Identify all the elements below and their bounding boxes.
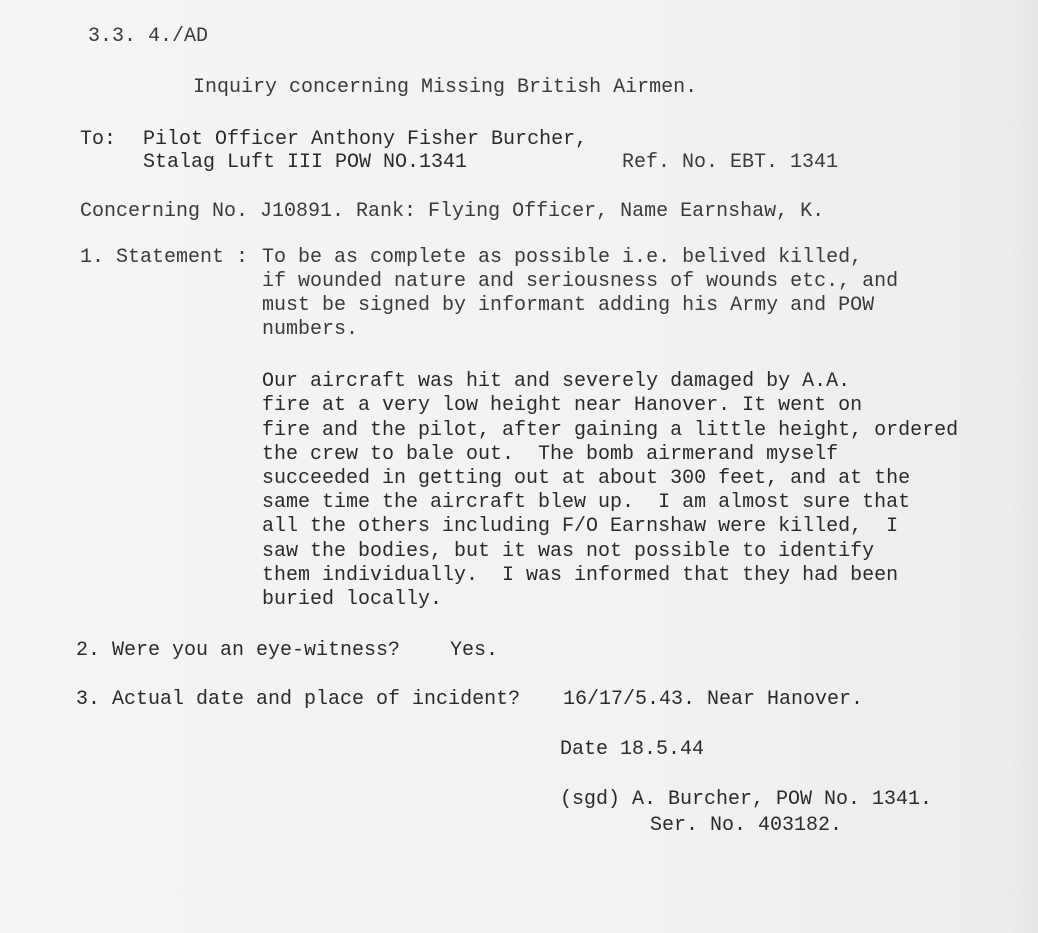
statement-line: succeeded in getting out at about 300 feet, and at the	[262, 467, 911, 490]
to-label: To:	[80, 128, 117, 151]
recipient-name: Pilot Officer Anthony Fisher Burcher,	[143, 128, 588, 151]
item1-label: 1. Statement :	[80, 246, 249, 269]
instruction-line: To be as complete as possible i.e. belived killed,	[262, 246, 863, 269]
item2-answer: Yes.	[450, 639, 499, 662]
item2-question: 2. Were you an eye-witness?	[76, 639, 401, 662]
concerning-line: Concerning No. J10891. Rank: Flying Officer, Name Earnshaw, K.	[80, 200, 825, 223]
statement-line: fire and the pilot, after gaining a little height, ordered	[262, 419, 959, 442]
statement-line: Our aircraft was hit and severely damaged by A.A.	[262, 370, 851, 393]
item3-question: 3. Actual date and place of incident?	[76, 688, 521, 711]
instruction-line: numbers.	[262, 318, 359, 341]
statement-line: same time the aircraft blew up. I am almost sure that	[262, 491, 911, 514]
statement-line: them individually. I was informed that they had been	[262, 564, 899, 587]
instruction-line: if wounded nature and seriousness of wounds etc., and	[262, 270, 899, 293]
document-date: Date 18.5.44	[560, 738, 705, 761]
signature-line: (sgd) A. Burcher, POW No. 1341.	[560, 788, 933, 811]
item3-answer: 16/17/5.43. Near Hanover.	[563, 688, 864, 711]
document-reference: 3.3. 4./AD	[88, 25, 209, 48]
service-number: Ser. No. 403182.	[650, 814, 843, 837]
ref-number: Ref. No. EBT. 1341	[622, 151, 839, 174]
statement-line: buried locally.	[262, 588, 443, 611]
statement-line: all the others including F/O Earnshaw were killed, I	[262, 515, 899, 538]
statement-line: the crew to bale out. The bomb airmerand myself	[262, 443, 839, 466]
statement-line: fire at a very low height near Hanover. It went on	[262, 394, 863, 417]
instruction-line: must be signed by informant adding his Army and POW	[262, 294, 875, 317]
statement-line: saw the bodies, but it was not possible to identify	[262, 540, 875, 563]
recipient-camp: Stalag Luft III POW NO.1341	[143, 151, 468, 174]
document-title: Inquiry concerning Missing British Airmen.	[193, 76, 698, 99]
